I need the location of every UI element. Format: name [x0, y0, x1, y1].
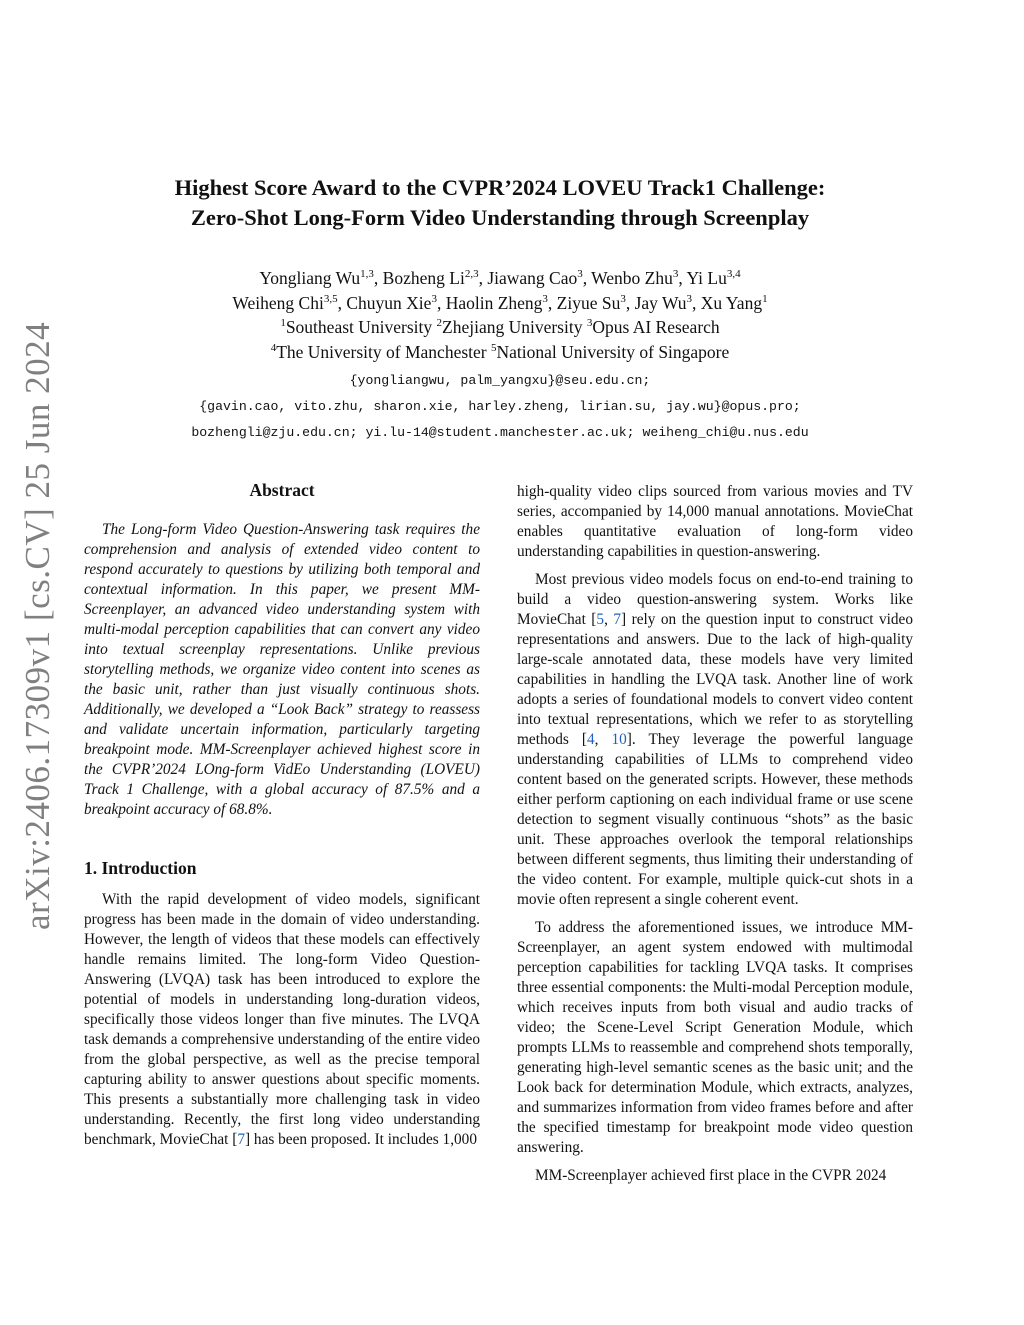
author-line-1: Yongliang Wu$^{1,3}$, Bozheng Li$^{2,3}$, Jiawang Cao$^3$, Wenbo Zhu$^3$, Yi Lu$^{3,4}$ [259, 268, 741, 288]
author: Yongliang Wu [259, 268, 361, 288]
right-column [517, 482, 913, 1186]
arxiv-identifier: arXiv:2406.17309v1 [cs.CV] 25 Jun 2024 [18, 321, 57, 930]
left-column [84, 480, 480, 1150]
email-line-2: {gavin.cao, vito.zhu, sharon.xie, harley.zheng, lirian.su, jay.wu}@opus.pro; [199, 399, 801, 414]
section-heading-introduction: 1. Introduction [84, 858, 197, 878]
abstract-heading: Abstract [249, 480, 315, 500]
author-block [110, 266, 890, 364]
affiliation: National University of Singapore [496, 341, 730, 362]
title-line-1: Highest Score Award to the CVPR’2024 LOVEU Track1 Challenge: [174, 175, 826, 200]
author: Wenbo Zhu [591, 268, 673, 288]
citation-link[interactable]: 10 [611, 731, 627, 748]
author: Chuyun Xie [346, 292, 432, 313]
intro-paragraph-1-cont: high-quality video clips sourced from various movies and TV series, accompanied by 14,000 manual annotations. MovieChat enables quantitative evaluation of long-form video understanding capabilities in question-answering. [517, 483, 913, 560]
intro-paragraph-2: Most previous video models focus on end-to-end training to build a video question-answering system. Works like MovieChat [5, 7] rely on the question input to construct video representations and answers. Due to the lack of high-quality large-scale annotated data, these models have very limited capabilities in handling the LVQA task. Another line of work adopts a series of foundational models to convert video content into textual representations, which we refer to as storytelling methods [4, 10]. They leverage the powerful language understanding capabilities of LLMs to comprehend video content based on the generated scripts. However, these methods either perform captioning on each individual frame or use scene detection to segment visually continuous “shots” as the basic unit. These approaches overlook the temporal relationships between different segments, thus limiting their understanding of the video content. For example, multiple quick-cut shots in a movie often represent a single coherent event. [517, 571, 913, 908]
affiliation: The University of Manchester [276, 341, 487, 362]
intro-paragraph-4: MM-Screenplayer achieved first place in the CVPR 2024 [535, 1167, 887, 1184]
author: Weiheng Chi [232, 292, 324, 313]
author: Bozheng Li [382, 268, 465, 288]
affiliation: Southeast University [285, 317, 433, 337]
author: Jiawang Cao [487, 268, 578, 288]
email-line-3: bozhengli@zju.edu.cn; yi.lu-14@student.manchester.ac.uk; weiheng_chi@u.nus.edu [191, 425, 809, 440]
author: Xu Yang [700, 292, 763, 313]
citation-link[interactable]: 4 [586, 731, 595, 748]
intro-paragraph-3: To address the aforementioned issues, we introduce MM-Screenplayer, an agent system endowed with multimodal perception capabilities for tackling LVQA tasks. It comprises three essential components: the Multi-modal Perception module, which receives inputs from both visual and audio tracks of video; the Scene-Level Script Generation Module, which prompts LLMs to reassemble and comprehend shots temporally, generating high-level semantic scenes as the basic unit; and the Look back for determination Module, which extracts, analyzes, and summarizes information from video frames before and after the specified timestamp for breakpoint mode video question answering. [517, 919, 913, 1156]
affiliation-line-1: $^1$Southeast University $^2$Zhejiang University $^3$Opus AI Research [280, 317, 720, 337]
email-line-1: {yongliangwu, palm_yangxu}@seu.edu.cn; [349, 373, 651, 388]
author: Haolin Zheng [445, 292, 543, 313]
email-block [110, 368, 890, 446]
author: Ziyue Su [556, 292, 621, 313]
title-line-2: Zero-Shot Long-Form Video Understanding through Screenplay [190, 205, 810, 230]
intro-paragraph-1: With the rapid development of video models, significant progress has been made in the domain of video understanding. However, the length of videos that these models can effectively handle remains limited. The long-form Video Question-Answering (LVQA) task has been introduced to explore the potential of models in understanding long-duration videos, specifically those videos longer than five minutes. The LVQA task demands a comprehensive understanding of the entire video from the global perspective, as well as the precise temporal capturing ability to answer questions about specific moments. This presents a substantially more challenging task in video understanding. Recently, the first long video understanding benchmark, MovieChat [7] has been proposed. It includes 1,000 [84, 891, 480, 1148]
affiliation-line-2: $^4$The University of Manchester $^5$National University of Singapore [270, 341, 730, 362]
author-line-2: Weiheng Chi$^{3,5}$, Chuyun Xie$^3$, Haolin Zheng$^3$, Ziyue Su$^3$, Jay Wu$^3$, Xu Yang$^1$ [232, 292, 768, 313]
author: Jay Wu [634, 292, 687, 313]
citation-link[interactable]: 7 [237, 1131, 246, 1148]
affiliation: Opus AI Research [592, 317, 720, 337]
author: Yi Lu [686, 268, 727, 288]
abstract-text: The Long-form Video Question-Answering task requires the comprehension and analysis of extended video content to respond accurately to questions by utilizing both temporal and contextual information. In this paper, we present MM-Screenplayer, an advanced video understanding system with multi-modal perception capabilities that can convert any video into textual screenplay representations. Unlike previous storytelling methods, we organize video content into scenes as the basic unit, rather than just visually continuous shots. Additionally, we developed a “Look Back” strategy to reassess and validate uncertain information, particularly targeting breakpoint mode. MM-Screenplayer achieved highest score in the CVPR’2024 LOng-form VidEo Understanding (LOVEU) Track 1 Challenge, with a global accuracy of 87.5% and a breakpoint accuracy of 68.8%. [84, 521, 480, 818]
paper-title [110, 173, 890, 233]
affiliation: Zhejiang University [442, 317, 583, 337]
citation-link[interactable]: 7 [613, 611, 622, 628]
citation-link[interactable]: 5 [596, 611, 605, 628]
